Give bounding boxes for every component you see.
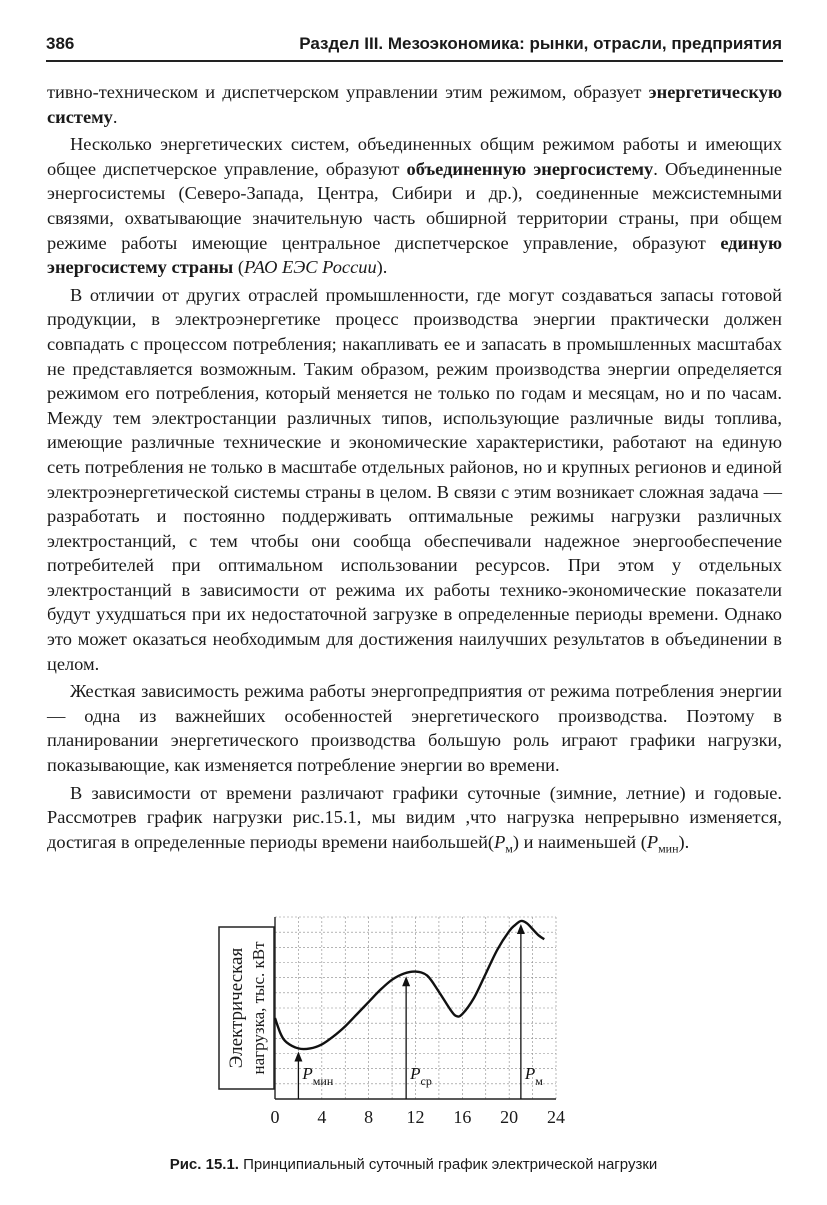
text-run: ( [233, 257, 244, 278]
text-run: тивно-техническом и диспетчерском управлении этим режимом, образует [47, 82, 649, 102]
x-tick-label: 0 [270, 1107, 280, 1127]
paragraph-4: Жесткая зависимость режима работы энергопредприятия от режима потребления энергии — одна из важнейших особенностей энергетического производства. Поэтому в планировании энергетического производства большую роль играют графики нагрузки, показывающие, как изменяется потребление энергии во времени. [47, 681, 782, 776]
paragraph-5 [47, 781, 782, 861]
load-chart [218, 915, 578, 1130]
text-run: . [112, 106, 118, 127]
marker-label: $P_{ср}$ [410, 1064, 432, 1088]
page-number: 386 [46, 34, 75, 53]
p-min-symbol: P [646, 831, 659, 852]
ylabel-line-1: Электрическая [226, 947, 247, 1069]
text-run: ) и наименьшей ( [512, 831, 647, 852]
marker-label: $P_{мин}$ [302, 1064, 334, 1088]
text-run: ). [678, 831, 690, 852]
x-tick-label: 16 [453, 1107, 472, 1127]
text-run: ). [376, 257, 388, 278]
marker-group [294, 924, 543, 1099]
x-tick-labels [271, 1107, 566, 1127]
section-title: Раздел III. Мезоэкономика: рынки, отрасли, предприятия [299, 34, 782, 53]
caption-text: Принципиальный суточный график электрической нагрузки [238, 1156, 658, 1173]
ylabel-line-2: нагрузка, тыс. кВт [249, 941, 268, 1075]
header-rule [46, 60, 783, 62]
marker-arrowhead [517, 924, 525, 934]
paragraph-2 [47, 132, 782, 280]
p-min-subscript: мин [658, 841, 679, 856]
x-tick-label: 24 [547, 1107, 565, 1127]
body-text [47, 80, 782, 861]
paragraph-3: В отличии от других отраслей промышленности, где могут создаваться запасы готовой продукции, в электроэнергетике процесс производства энергии практически должен совпадать с процессом потребления; накапливать ее и запасать в промышленных масштабах не представляется возможным. Таким образом, режим производства энергии определяется режимом его потребления, который меняется не только по годам и месяцам, но и по часам. Между тем электростанции различных типов, использующие различные виды топлива, имеющие различные технические и экономические характеристики, работают на единую сеть потребления не только в масштабе отдельных районов, но и крупных регионов и единой электроэнергетической системы страны в целом. В связи с этим возникает сложная задача — разработать и постоянно поддерживать оптимальные режимы нагрузки различных электростанций, с тем чтобы они сообща обеспечивали надежное энергообеспечение потребителей при оптимальном использовании ресурсов. При этом у отдельных электростанций в зависимости от режима их работы технико-экономические показатели будут ухудшаться при их недостаточной загрузке в определенные периоды времени. Однако это может оказаться необходимым для достижения наилучших результатов в объединении в целом. [47, 284, 782, 674]
x-tick-label: 20 [500, 1107, 519, 1127]
p-max-subscript: м [505, 841, 513, 856]
text-run: В зависимости от времени различают графики суточные (зимние, летние) и годовые. Рассмотрев график нагрузки рис.15.1, мы видим ,что нагрузка непрерывно изменяется, достигая в определенные периоды времени наибольшей( [47, 782, 782, 852]
marker-arrowhead [294, 1051, 302, 1061]
running-head [46, 30, 782, 60]
marker-label: $P_м$ [524, 1064, 543, 1088]
term-united-energy-system: объединенную энергосистему [406, 158, 654, 179]
text-run: . Объединенные энергосистемы (Северо-Запада, Центра, Сибири и др.), соединенные межсистемными связями, охватывающие значительную часть обширной территории страны, при общем режиме работы имеющие центральное диспетчерское управление, образуют [47, 158, 782, 253]
x-tick-label: 8 [364, 1107, 374, 1127]
x-tick-label: 12 [406, 1107, 425, 1127]
term-unified-national-system: единую энергосистему страны [47, 232, 782, 278]
figure-caption [0, 1156, 827, 1173]
rao-ees-name: РАО ЕЭС России [244, 257, 377, 278]
caption-label: Рис. 15.1. [169, 1156, 239, 1173]
x-tick-label: 4 [317, 1107, 327, 1127]
p-max-symbol: P [494, 831, 506, 852]
term-energy-system: энергетическую систему [47, 82, 782, 127]
paragraph-1 [47, 80, 782, 129]
text-run: Несколько энергетических систем, объединенных общим режимом работы и имеющих общее диспетчерское управление, образуют [47, 134, 782, 179]
